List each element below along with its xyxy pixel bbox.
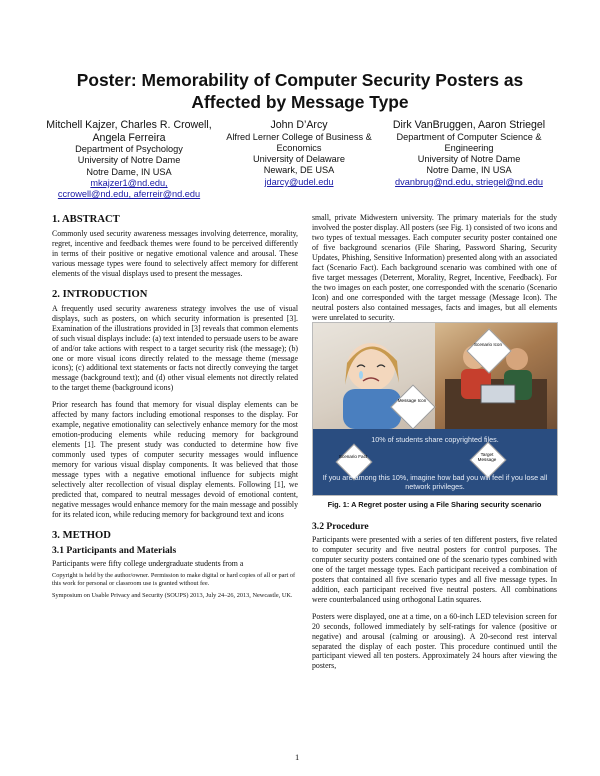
email-link-1b[interactable]: ccrowell@nd.edu, aferreir@nd.edu <box>57 189 201 200</box>
affiliation-1-line-1: Department of Psychology <box>75 144 183 155</box>
affiliation-2-line-2: University of Delaware <box>253 154 345 165</box>
poster-figure <box>312 322 558 496</box>
procedure-paragraph-1: Participants were presented with a series of ten different posters, five related to computer security and five neutral posters for control purposes. The computer security posters contained one of the scenario types combined with one of the target message types. Each participant received a combination of posters that contained all five scenario types and all five message types. In addition, each participant received five neutral posters. All combinations were counterbalanced using orthogonal Latin squares. <box>312 535 557 604</box>
procedure-heading: 3.2 Procedure <box>312 521 369 532</box>
message-icon-marker <box>397 391 429 423</box>
affiliation-1-line-3: Notre Dame, IN USA <box>86 166 172 177</box>
target-message-label: Target Message <box>477 452 497 463</box>
author-block-1 <box>40 119 218 201</box>
affiliation-3-line-2: University of Notre Dame <box>417 154 521 165</box>
affiliation-1-line-2: University of Notre Dame <box>77 155 181 166</box>
email-link-2[interactable]: jdarcy@udel.edu <box>264 176 334 187</box>
left-column <box>52 213 298 604</box>
author-block-2 <box>214 119 384 188</box>
scenario-fact-label: Scenario Fact <box>338 454 368 459</box>
affiliation-2-line-1: Alfred Lerner College of Business & Economics <box>226 131 372 153</box>
affiliation-2-line-3: Newark, DE USA <box>263 165 335 176</box>
abstract-text: Commonly used security awareness messages involving deterrence, morality, regret, incentive and feedback themes were found to be perceived differently in terms of their positive or negative emotional valence and arousal. These various message types were found to selectively affect memory for different elements of the visual displays used to present the messages. <box>52 229 298 278</box>
paper-title: Poster: Memorability of Computer Security Posters as Affected by Message Type <box>76 70 524 112</box>
venue-footnote: Symposium on Usable Privacy and Security (SOUPS) 2013, July 24–26, 2013, Newcastle, UK. <box>52 591 293 599</box>
scenario-icon-label: Scenario Icon <box>473 342 503 347</box>
author-names-1: Mitchell Kajzer, Charles R. Crowell, Angela Ferreira <box>46 119 212 144</box>
scenario-fact-marker <box>338 449 368 475</box>
participants-heading: 3.1 Participants and Materials <box>52 544 177 556</box>
page-number: 1 <box>295 752 300 762</box>
right-column-top <box>312 213 557 329</box>
scenario-icon-marker <box>473 335 505 367</box>
scenario-fact-text: 10% of students share copyrighted files. <box>371 435 499 444</box>
intro-paragraph-1: A frequently used security awareness strategy involves the use of visual displays, such as posters, on which security information is presented [3]. Examination of the illustrations provided in [3] reveals that common elements of such visual displays include: (a) text intended to persuade users to be aware of and/or take actions with respect to a target security risk (the message); (b) one or more visual icons directly related to the message theme (message icons); (c) additional text statements or facts not directly conveying the target message (background text); and (d) other visual elements not directly related to the target theme (background icons) <box>52 303 298 393</box>
message-icon-label: Message Icon <box>397 398 427 403</box>
target-message-marker <box>475 447 501 473</box>
author-block-3 <box>378 119 560 188</box>
author-names-2: John D’Arcy <box>270 119 328 131</box>
target-message-text: If you are among this 10%, imagine how bad you will feel if you lose all network privileges. <box>322 473 548 491</box>
copyright-footnote: Copyright is held by the author/owner. Permission to make digital or hard copies of all or part of this work for personal or classroom use is granted without fee. <box>52 571 296 587</box>
participants-text: Participants were fifty college undergraduate students from a <box>52 558 244 568</box>
email-link-3[interactable]: dvanbrug@nd.edu, striegel@nd.edu <box>395 176 543 187</box>
affiliation-3-line-1: Department of Computer Science & Engineering <box>396 131 542 153</box>
poster-text-band <box>313 429 557 495</box>
introduction-heading: 2. INTRODUCTION <box>52 288 148 300</box>
intro-paragraph-2: Prior research has found that memory for visual display elements can be affected by many factors including emotional responses to the display. For example, negative emotionality can selectively enhance memory for the most emotion-producing elements while reducing memory for background elements [1]. The present study was conducted to determine how five commonly used types of computer security messages would influence memory for various visual display components. It was believed that those message types with a negative emotional influence for subjects might selectively alter recollection of visual display elements. Following [1], we predicted that, compared to neutral messages devoid of emotional content, negative messages would enhance memory for the main message and possibly for its related icon, while reducing memory for background text and icons <box>52 400 298 519</box>
method-heading: 3. METHOD <box>52 529 111 541</box>
right-column-bottom <box>312 521 557 678</box>
affiliation-3-line-3: Notre Dame, IN USA <box>426 165 512 176</box>
abstract-heading: 1. ABSTRACT <box>52 214 120 225</box>
author-names-3: Dirk VanBruggen, Aaron Striegel <box>392 119 546 131</box>
figure-caption: Fig. 1: A Regret poster using a File Sharing security scenario <box>327 500 542 509</box>
email-link-1a[interactable]: mkajzer1@nd.edu, <box>90 178 168 189</box>
procedure-paragraph-2: Posters were displayed, one at a time, on a 60-inch LED television screen for 20 seconds, followed immediately by self-ratings for valence (positive or negative) and arousal (calming or arousing). A 20-second rest interval separated the display of each poster. This procedure continued until the participant viewed all ten posters. Approximately 24 hours after viewing the posters, <box>312 611 557 671</box>
materials-continued-text: small, private Midwestern university. The primary materials for the study involved the poster display. All posters (see Fig. 1) consisted of two icons and two types of textual messages. Each computer security poster contained one of five background scenarios (File Sharing, Password Sharing, Security Updates, Phishing, Sensitive Information) presented along with an associated fact (Scenario Fact). Each background scenario was combined with one of five target messages (Deterrent, Morality, Regret, Incentive, Feedback). For the two images on each poster, one corresponded with the scenario (Scenario Icon) and one corresponded with the target message (Message Icon). The neutral posters also contained messages, facts and images, but all elements were unrelated to security. <box>312 213 557 322</box>
